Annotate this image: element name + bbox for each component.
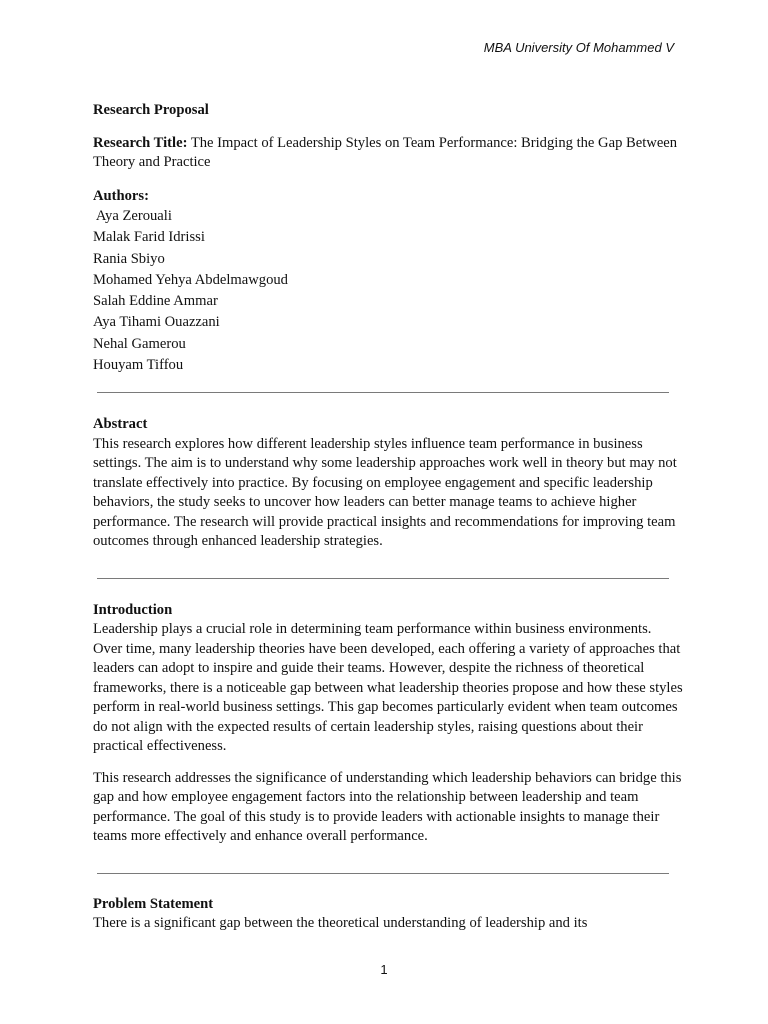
problem-statement-body: There is a significant gap between the theoretical understanding of leadership and its xyxy=(93,915,588,932)
authors-label: Authors: xyxy=(93,187,149,204)
author-item: Aya Tihami Ouazzani xyxy=(93,314,220,331)
introduction-paragraph-2: This research addresses the significance of understanding which leadership behaviors can bridge this gap and how employee engagement factors into the relationship between leadership and team performance. The goal of this study is to provide leaders with actionable insights to manage their teams more effectively and enhance overall performance. xyxy=(93,769,682,845)
document-body xyxy=(93,101,683,934)
problem-statement-heading: Problem Statement xyxy=(93,895,214,912)
research-title xyxy=(93,134,683,173)
author-item: Mohamed Yehya Abdelmawgoud xyxy=(93,271,288,288)
author-list xyxy=(93,206,683,376)
section-divider xyxy=(97,392,669,393)
author-item: Malak Farid Idrissi xyxy=(93,229,205,246)
research-title-label: Research Title: xyxy=(93,134,188,151)
running-header: MBA University Of Mohammed V xyxy=(483,40,674,55)
author-item: Salah Eddine Ammar xyxy=(93,293,218,310)
section-divider xyxy=(97,873,669,874)
page-number: 1 xyxy=(380,962,388,977)
author-item: Nehal Gamerou xyxy=(93,335,186,352)
introduction-heading: Introduction xyxy=(93,601,173,618)
proposal-heading: Research Proposal xyxy=(93,102,209,118)
author-item: Aya Zerouali xyxy=(93,208,172,224)
author-item: Rania Sbiyo xyxy=(93,250,165,267)
research-title-text: The Impact of Leadership Styles on Team Performance: Bridging the Gap Between Theory and Practice xyxy=(93,134,678,170)
abstract-body: This research explores how different leadership styles influence team performance in business settings. The aim is to understand why some leadership approaches work well in theory but may not translate effectively into practice. By focusing on employee engagement and specific leadership behaviors, the study seeks to uncover how leaders can better manage teams to achieve higher performance. The research will provide practical insights and recommendations for improving team outcomes through enhanced leadership strategies. xyxy=(93,435,677,550)
abstract-heading: Abstract xyxy=(93,416,148,433)
introduction-paragraph-1: Leadership plays a crucial role in determining team performance within business environments. Over time, many leadership theories have been developed, each offering a variety of approaches that leaders can adopt to inspire and guide their teams. However, despite the richness of theoretical frameworks, there is a noticeable gap between what leadership theories propose and how these styles perform in real-world business settings. This gap becomes particularly evident when team outcomes do not align with the expected results of certain leadership styles, raising questions about their practical effectiveness. xyxy=(93,621,683,755)
author-item: Houyam Tiffou xyxy=(93,357,184,374)
section-divider xyxy=(97,578,669,579)
